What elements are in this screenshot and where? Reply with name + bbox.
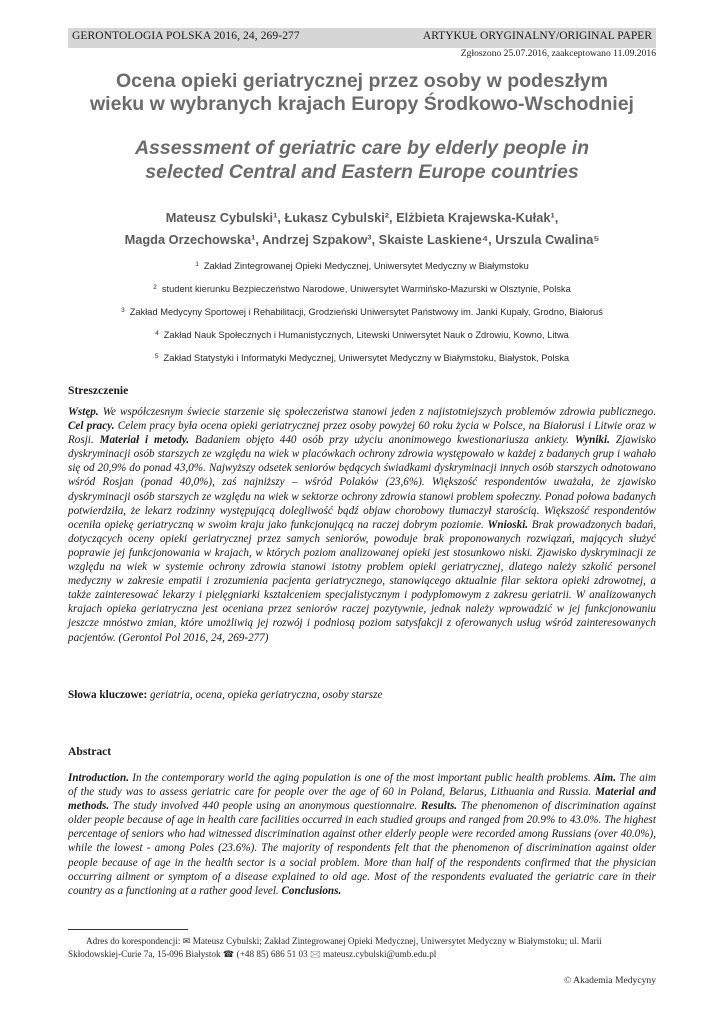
affiliation-number: 3 <box>121 307 125 314</box>
affiliation <box>20 327 704 350</box>
title-english-line: Assessment of geriatric care by elderly people in <box>134 137 590 159</box>
affiliation <box>20 258 704 281</box>
correspondence-line: Skłodowskiej-Curie 7a, 15-096 Białystok ☎ (+48 85) 686 51 03 🖂 mateusz.cybulski@umb.edu.pl <box>68 949 437 959</box>
text-material: Badaniem objęto 440 osób przy użyciu anonimowego kwestionariusza ankiety. <box>189 434 575 447</box>
affiliation-text: Zakład Zintegrowanej Opieki Medycznej, Uniwersytet Medyczny w Białymstoku <box>203 261 529 271</box>
journal-citation: GERONTOLOGIA POLSKA 2016, 24, 269-277 <box>72 30 300 42</box>
journal-header-bar <box>68 28 656 48</box>
label-aim: Aim. <box>594 772 616 784</box>
label-wstep: Wstęp. <box>68 406 99 418</box>
streszczenie-heading: Streszczenie <box>68 384 129 397</box>
label-material: Materiał i metody. <box>99 434 190 447</box>
affiliation-list <box>20 258 704 373</box>
article-type: ARTYKUŁ ORYGINALNY/ORIGINAL PAPER <box>422 30 652 42</box>
affiliation-text: Zakład Statystyki i Informatyki Medycznej, Uniwersytet Medyczny w Białymstoku, Białystok, Polska <box>163 353 570 363</box>
label-wyniki: Wyniki. <box>574 434 610 447</box>
label-introduction: Introduction. <box>68 772 129 784</box>
text-material-methods: The study involved 440 people using an anonymous questionnaire. <box>109 800 421 813</box>
author-list <box>30 207 694 251</box>
footnote-divider <box>68 929 188 930</box>
affiliation-number: 5 <box>154 353 159 360</box>
keywords-label: Słowa kluczowe: <box>68 689 148 701</box>
affiliation-number: 2 <box>153 284 157 291</box>
text-wyniki: Zjawisko dyskryminacji osób starszych ze względu na wiek w placówkach ochrony zdrowia występowało w każdej z badanych grup i wahało się od 20,9% do ponad 43,0%. Najwyższy odsetek seniorów będących świadkami dyskryminacji innych osób starszych odnotowano wśród Rosjan (ponad 40,0%), zaś najniższy – wśród Polaków (23,6%). Większość respondentów uważała, że zjawisko dyskryminacji osób starszych ze względu na wiek w sektorze ochrony zdrowia stanowi problem społeczny. Ponad połowa badanych potwierdziła, że lekarz rodzinny występującą dolegliwość bądź objaw chorobowy tłumaczył starością. Większość respondentów oceniła opiekę geriatryczną w swoim kraju jako funkcjonującą na raczej dobrym poziomie. <box>68 434 656 531</box>
keywords-text: geriatria, ocena, opieka geriatryczna, osoby starsze <box>147 689 383 701</box>
affiliation <box>20 281 704 304</box>
affiliation-text: student kierunku Bezpieczeństwo Narodowe, Uniwersytet Warmińsko-Mazurski w Olsztynie, Polska <box>161 284 571 294</box>
label-material-methods: Material and methods. <box>68 786 657 813</box>
streszczenie-body <box>68 405 656 645</box>
title-polish <box>30 70 694 116</box>
text-aim: The aim of the study was to assess geriatric care for people over the age of 60 in Poland, Belarus, Lithuania and Russia. <box>68 772 656 799</box>
abstract-heading: Abstract <box>68 745 112 758</box>
text-cel: Celem pracy była ocena opieki geriatrycznej przez osoby powyżej 60 roku życia w Polsce, na Białorusi i Litwie oraz w Rosji. <box>68 420 656 447</box>
affiliation <box>20 304 704 327</box>
label-results: Results. <box>420 800 458 813</box>
submission-dates: Zgłoszono 25.07.2016, zaakceptowano 11.09.2016 <box>460 48 656 59</box>
affiliation <box>20 350 704 373</box>
title-english-line: selected Central and Eastern Europe countries <box>145 161 579 183</box>
text-introduction: In the contemporary world the aging population is one of the most important public health problems. <box>129 772 594 784</box>
label-conclusions: Conclusions. <box>281 884 342 897</box>
correspondence-footnote <box>68 935 656 961</box>
correspondence-line: Adres do korespondencji: ✉ Mateusz Cybulski; Zakład Zintegrowanej Opieki Medycznej, Uniwersytet Medyczny w Białymstoku; ul. Marii <box>86 936 602 946</box>
author-line: Magda Orzechowska¹, Andrzej Szpakow³, Skaiste Laskiene⁴, Urszula Cwalina⁵ <box>124 232 600 247</box>
affiliation-text: Zakład Medycyny Sportowej i Rehabilitacji, Grodzieński Uniwersytet Państwowy im. Janki Kupały, Grodno, Białoruś <box>129 307 603 317</box>
affiliation-number: 4 <box>155 330 159 337</box>
keywords-pl <box>68 689 382 701</box>
copyright-notice: © Akademia Medycyny <box>563 975 656 986</box>
affiliation-number: 1 <box>195 261 199 268</box>
label-wnioski: Wnioski. <box>487 518 529 531</box>
title-polish-line: Ocena opieki geriatrycznej przez osoby w podeszłym <box>116 70 608 92</box>
text-wnioski: Brak prowadzonych badań, dotyczących oceny opieki geriatrycznej przez samych seniorów, powoduje brak proponowanych rozwiązań, mających służyć poprawie jej funkcjonowania w krajach, w których poziom analizowanej opieki jest stosunkowo niski. Zjawisko dyskryminacji ze względu na wiek w systemie ochrony zdrowia stanowi istotny problem opieki geriatrycznej, dlatego należy szkolić personel medyczny w zakresie empatii i zrozumienia pacjenta geriatrycznego, stanowiącego aktualnie filar sektora opieki zdrowotnej, a także zainteresować lekarzy i pielęgniarki kształceniem specjalistycznym i podyplomowym z zakresu geriatrii. W analizowanych krajach opieka geriatryczna jest oceniana przez seniorów raczej pozytywnie, jednak należy wprowadzić w jej funkcjonowaniu jeszcze mnóstwo zmian, które umożliwią jej rozwój i podniosą poziom satysfakcji z oferowanych usług wśród zainteresowanych pacjentów. (Gerontol Pol 2016, 24, 269-277) <box>68 518 656 644</box>
author-line: Mateusz Cybulski¹, Łukasz Cybulski², Elżbieta Krajewska-Kułak¹, <box>165 210 559 225</box>
title-english <box>30 136 694 184</box>
title-polish-line: wieku w wybranych krajach Europy Środkowo-Wschodniej <box>90 93 634 115</box>
label-cel: Cel pracy. <box>68 420 115 433</box>
affiliation-text: Zakład Nauk Społecznych i Humanistycznych, Litewski Uniwersytet Nauk o Zdrowiu, Kowno, Litwa <box>163 330 569 340</box>
text-wstep: We współczesnym świecie starzenie się społeczeństwa stanowi jeden z najistotniejszych problemów zdrowia publicznego. <box>98 406 656 418</box>
abstract-body <box>68 771 656 898</box>
text-results: The phenomenon of discrimination against older people because of age in health care facilities occurred in each studied groups and ranged from 20.9% to 43.0%. The highest percentage of seniors who had witnessed discrimination against other elderly people were recorded among Russians (over 40.0%), while the lowest - among Poles (23.6%). The majority of respondents felt that the phenomenon of discrimination against older people because of age in the health sector is a social problem. More than half of the respondents confirmed that the physician occurring ailment or symptom of a disease explained to old age. Most of the respondents evaluated the geriatric care in their country as a functioning at a rather good level. <box>68 800 656 897</box>
